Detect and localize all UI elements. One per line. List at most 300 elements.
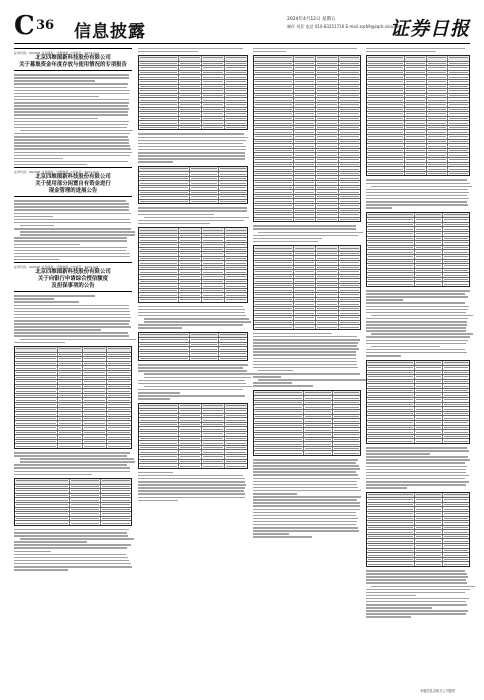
table-cell xyxy=(443,562,469,566)
table-cell xyxy=(405,167,427,171)
table-cell xyxy=(367,539,415,543)
table-cell xyxy=(70,521,101,525)
table-cell xyxy=(101,498,131,502)
text-line xyxy=(14,335,129,337)
table-cell xyxy=(443,260,469,264)
table-cell xyxy=(225,460,247,464)
table-cell xyxy=(139,418,179,422)
table-cell xyxy=(179,261,202,265)
table-cell xyxy=(415,517,442,521)
table-cell xyxy=(254,186,294,190)
text-line xyxy=(138,214,214,216)
table-cell xyxy=(415,493,442,497)
table-cell xyxy=(294,153,316,157)
table-cell xyxy=(316,284,338,288)
table-cell xyxy=(83,394,108,398)
table-cell xyxy=(367,384,415,388)
table-cell xyxy=(339,195,360,199)
text-line xyxy=(14,133,130,135)
table-cell xyxy=(139,94,179,98)
table-cell xyxy=(225,62,247,66)
table-cell xyxy=(333,419,360,423)
table-cell xyxy=(15,357,58,361)
table-cell xyxy=(294,186,316,190)
table-cell xyxy=(190,200,219,204)
table-cell xyxy=(225,80,247,84)
table-cell xyxy=(405,71,427,75)
table-cell xyxy=(316,190,338,194)
text-line xyxy=(138,309,245,311)
table-cell xyxy=(316,75,338,79)
table-row xyxy=(139,126,247,130)
table-cell xyxy=(202,103,225,107)
table-cell xyxy=(443,521,469,525)
table-cell xyxy=(179,298,202,302)
text-line xyxy=(14,80,95,82)
table-cell xyxy=(179,117,202,121)
table-cell xyxy=(415,553,442,557)
text-line xyxy=(366,336,470,338)
table-cell xyxy=(316,121,338,125)
column-2 xyxy=(138,46,248,686)
table-cell xyxy=(179,62,202,66)
table-cell xyxy=(316,181,338,185)
table-cell xyxy=(415,507,442,511)
text-line xyxy=(253,505,360,507)
table-cell xyxy=(15,426,58,430)
table-cell xyxy=(15,366,58,370)
table-cell xyxy=(339,117,360,121)
table-cell xyxy=(254,149,294,153)
table-cell xyxy=(448,108,469,112)
data-table xyxy=(14,478,132,526)
table-cell xyxy=(254,311,294,315)
table-cell xyxy=(448,163,469,167)
text-line xyxy=(253,502,360,504)
text-line xyxy=(14,203,129,205)
table-cell xyxy=(316,56,338,60)
table-cell xyxy=(202,275,225,279)
table-cell xyxy=(225,56,247,60)
table-cell xyxy=(179,257,202,261)
table-cell xyxy=(367,260,415,264)
text-line xyxy=(14,317,131,319)
text-line xyxy=(138,367,243,369)
table-cell xyxy=(202,432,225,436)
table-cell xyxy=(443,398,469,402)
text-line xyxy=(366,607,432,609)
table-cell xyxy=(339,218,360,222)
table-cell xyxy=(83,371,108,375)
table-cell xyxy=(202,62,225,66)
table-cell xyxy=(15,362,58,366)
text-line xyxy=(253,367,358,369)
table-cell xyxy=(139,248,179,252)
table-cell xyxy=(304,401,332,405)
table-cell xyxy=(70,508,101,512)
text-line xyxy=(14,329,101,331)
table-cell xyxy=(339,204,360,208)
table-cell xyxy=(443,278,469,282)
table-cell xyxy=(367,167,405,171)
table-cell xyxy=(139,195,190,199)
text-line xyxy=(14,323,129,325)
text-line xyxy=(14,544,131,546)
text-line xyxy=(14,124,128,126)
table-cell xyxy=(202,75,225,79)
table-cell xyxy=(101,508,131,512)
table-cell xyxy=(339,186,360,190)
table-cell xyxy=(294,213,316,217)
table-cell xyxy=(225,404,247,408)
table-cell xyxy=(405,126,427,130)
table-cell xyxy=(339,167,360,171)
table-cell xyxy=(367,282,415,286)
table-cell xyxy=(339,256,360,260)
table-cell xyxy=(139,450,179,454)
table-cell xyxy=(294,279,316,283)
table-cell xyxy=(316,275,338,279)
table-cell xyxy=(367,223,415,227)
data-table xyxy=(253,390,361,456)
table-cell xyxy=(405,66,427,70)
table-cell xyxy=(427,117,449,121)
table-cell xyxy=(294,89,316,93)
table-cell xyxy=(107,408,131,412)
text-line xyxy=(138,475,243,477)
table-cell xyxy=(139,460,179,464)
table-cell xyxy=(139,98,179,102)
text-line xyxy=(138,210,247,212)
table-cell xyxy=(15,494,70,498)
notice-header xyxy=(14,48,132,71)
table-cell xyxy=(139,234,179,238)
table-cell xyxy=(316,153,338,157)
table-cell xyxy=(316,66,338,70)
table-cell xyxy=(415,278,442,282)
table-cell xyxy=(139,280,179,284)
table-cell xyxy=(367,273,415,277)
text-line xyxy=(14,240,127,242)
table-cell xyxy=(443,430,469,434)
table-cell xyxy=(202,289,225,293)
table-cell xyxy=(202,248,225,252)
table-cell xyxy=(58,412,83,416)
text-line xyxy=(258,232,362,234)
table-cell xyxy=(427,103,449,107)
table-cell xyxy=(415,393,442,397)
table-cell xyxy=(254,158,294,162)
data-table xyxy=(14,346,132,449)
notice-title-line: 及担保事项的公告 xyxy=(51,282,95,289)
text-line xyxy=(366,330,466,332)
table-cell xyxy=(254,433,304,437)
text-line xyxy=(14,216,53,218)
table-cell xyxy=(139,85,179,89)
table-cell xyxy=(415,380,442,384)
notice-header xyxy=(14,167,132,197)
table-cell xyxy=(225,275,247,279)
table-cell xyxy=(254,71,294,75)
table-cell xyxy=(294,94,316,98)
table-cell xyxy=(179,126,202,130)
table-cell xyxy=(443,530,469,534)
text-line xyxy=(14,96,99,98)
table-cell xyxy=(316,144,338,148)
table-cell xyxy=(254,56,294,60)
table-cell xyxy=(15,412,58,416)
table-cell xyxy=(367,62,405,66)
text-line xyxy=(138,51,198,53)
table-cell xyxy=(427,172,449,176)
text-line xyxy=(14,114,128,116)
table-cell xyxy=(448,89,469,93)
text-line xyxy=(366,299,403,301)
table-cell xyxy=(339,270,360,274)
table-cell xyxy=(179,85,202,89)
table-cell xyxy=(225,464,247,468)
table-cell xyxy=(304,447,332,451)
notice-code: 证券代码：002405 证券简称：四维图新 公告编号：2024-020 xyxy=(14,170,99,175)
table-cell xyxy=(294,176,316,180)
table-cell xyxy=(443,241,469,245)
table-cell xyxy=(415,232,442,236)
table-cell xyxy=(443,539,469,543)
table-cell xyxy=(294,246,316,250)
text-line xyxy=(138,143,243,145)
text-line xyxy=(138,398,170,400)
table-cell xyxy=(219,172,247,176)
table-cell xyxy=(83,435,108,439)
table-cell xyxy=(219,181,247,185)
table-cell xyxy=(294,80,316,84)
table-cell xyxy=(443,493,469,497)
table-cell xyxy=(70,517,101,521)
table-cell xyxy=(294,56,316,60)
text-line xyxy=(14,551,51,553)
editors-line: 制作 刘菲 电话 010-83251716 E-mail zqrb9@zqrb.sina.net xyxy=(287,24,401,29)
table-cell xyxy=(415,430,442,434)
table-cell xyxy=(15,444,58,448)
table-cell xyxy=(367,241,415,245)
text-line xyxy=(366,306,469,308)
text-line xyxy=(14,87,127,89)
table-cell xyxy=(225,85,247,89)
table-cell xyxy=(83,440,108,444)
table-cell xyxy=(294,311,316,315)
table-cell xyxy=(15,380,58,384)
table-cell xyxy=(367,255,415,259)
table-cell xyxy=(448,75,469,79)
table-cell xyxy=(316,209,338,213)
table-cell xyxy=(107,353,131,357)
table-cell xyxy=(427,135,449,139)
table-cell xyxy=(448,98,469,102)
table-cell xyxy=(316,71,338,75)
table-cell xyxy=(443,250,469,254)
text-line xyxy=(253,238,322,240)
text-line xyxy=(14,111,128,113)
table-cell xyxy=(225,446,247,450)
text-line xyxy=(366,616,411,618)
table-cell xyxy=(107,435,131,439)
text-line xyxy=(253,354,356,356)
table-cell xyxy=(427,56,449,60)
text-line xyxy=(253,382,292,384)
table-cell xyxy=(294,302,316,306)
text-line xyxy=(138,161,173,163)
table-cell xyxy=(316,85,338,89)
text-line xyxy=(138,380,245,382)
table-cell xyxy=(427,94,449,98)
table-cell xyxy=(443,535,469,539)
table-cell xyxy=(225,427,247,431)
table-cell xyxy=(83,403,108,407)
table-cell xyxy=(367,439,415,443)
text-line xyxy=(20,231,135,233)
table-cell xyxy=(333,438,360,442)
table-cell xyxy=(139,252,179,256)
table-cell xyxy=(139,71,179,75)
table-cell xyxy=(294,284,316,288)
table-cell xyxy=(294,140,316,144)
table-cell xyxy=(179,418,202,422)
table-cell xyxy=(190,343,219,347)
table-cell xyxy=(254,288,294,292)
table-cell xyxy=(339,172,360,176)
table-cell xyxy=(179,103,202,107)
table-cell xyxy=(415,558,442,562)
text-line xyxy=(14,455,127,457)
table-cell xyxy=(367,246,415,250)
text-line xyxy=(366,207,392,209)
table-cell xyxy=(190,186,219,190)
table-cell xyxy=(333,451,360,455)
column-4 xyxy=(366,46,470,686)
table-cell xyxy=(367,416,415,420)
table-cell xyxy=(139,167,190,171)
table-cell xyxy=(415,260,442,264)
table-cell xyxy=(225,112,247,116)
table-cell xyxy=(339,140,360,144)
table-cell xyxy=(254,316,294,320)
table-cell xyxy=(254,256,294,260)
text-line xyxy=(144,318,249,320)
table-cell xyxy=(427,75,449,79)
table-cell xyxy=(139,62,179,66)
table-cell xyxy=(15,517,70,521)
table-cell xyxy=(254,246,294,250)
table-cell xyxy=(219,357,247,361)
table-cell xyxy=(139,89,179,93)
text-line xyxy=(14,209,129,211)
table-cell xyxy=(415,439,442,443)
table-cell xyxy=(333,428,360,432)
text-line xyxy=(253,499,357,501)
table-cell xyxy=(254,126,294,130)
table-cell xyxy=(316,213,338,217)
text-line xyxy=(14,566,132,568)
table-cell xyxy=(225,261,247,265)
text-line xyxy=(253,530,359,532)
table-cell xyxy=(58,426,83,430)
table-cell xyxy=(202,455,225,459)
table-cell xyxy=(179,71,202,75)
table-cell xyxy=(316,321,338,325)
table-cell xyxy=(58,357,83,361)
table-cell xyxy=(339,163,360,167)
table-cell xyxy=(179,89,202,93)
table-cell xyxy=(179,414,202,418)
table-cell xyxy=(294,121,316,125)
table-cell xyxy=(367,435,415,439)
table-cell xyxy=(405,98,427,102)
table-cell xyxy=(367,403,415,407)
data-table xyxy=(138,227,248,302)
table-cell xyxy=(225,243,247,247)
table-cell xyxy=(179,404,202,408)
table-cell xyxy=(254,275,294,279)
table-cell xyxy=(254,181,294,185)
table-cell xyxy=(316,256,338,260)
text-line xyxy=(138,484,246,486)
table-cell xyxy=(139,409,179,413)
text-line xyxy=(14,256,130,258)
table-cell xyxy=(415,237,442,241)
table-cell xyxy=(448,62,469,66)
table-cell xyxy=(254,424,304,428)
table-cell xyxy=(139,446,179,450)
text-line xyxy=(14,142,129,144)
table-cell xyxy=(316,89,338,93)
text-line xyxy=(366,195,467,197)
table-cell xyxy=(405,89,427,93)
table-cell xyxy=(219,333,247,337)
text-line xyxy=(366,447,467,449)
section-letter: C xyxy=(14,11,35,41)
table-cell xyxy=(225,75,247,79)
table-cell xyxy=(405,117,427,121)
text-line xyxy=(14,342,65,344)
table-cell xyxy=(415,389,442,393)
table-cell xyxy=(316,98,338,102)
text-line xyxy=(138,149,246,151)
text-line xyxy=(20,225,54,227)
table-cell xyxy=(333,391,360,395)
text-line xyxy=(253,51,286,53)
table-cell xyxy=(225,71,247,75)
table-cell xyxy=(179,66,202,70)
text-line xyxy=(366,592,465,594)
table-cell xyxy=(415,530,442,534)
table-cell xyxy=(225,126,247,130)
text-line xyxy=(138,152,245,154)
text-line xyxy=(366,582,467,584)
table-cell xyxy=(443,553,469,557)
table-cell xyxy=(415,398,442,402)
table-cell xyxy=(179,252,202,256)
text-line xyxy=(138,324,243,326)
table-cell xyxy=(254,140,294,144)
table-cell xyxy=(254,298,294,302)
table-cell xyxy=(254,62,294,66)
text-line xyxy=(253,342,358,344)
text-line xyxy=(253,521,357,523)
text-line xyxy=(138,133,244,135)
table-cell xyxy=(254,438,304,442)
table-cell xyxy=(415,361,442,365)
table-cell xyxy=(304,419,332,423)
